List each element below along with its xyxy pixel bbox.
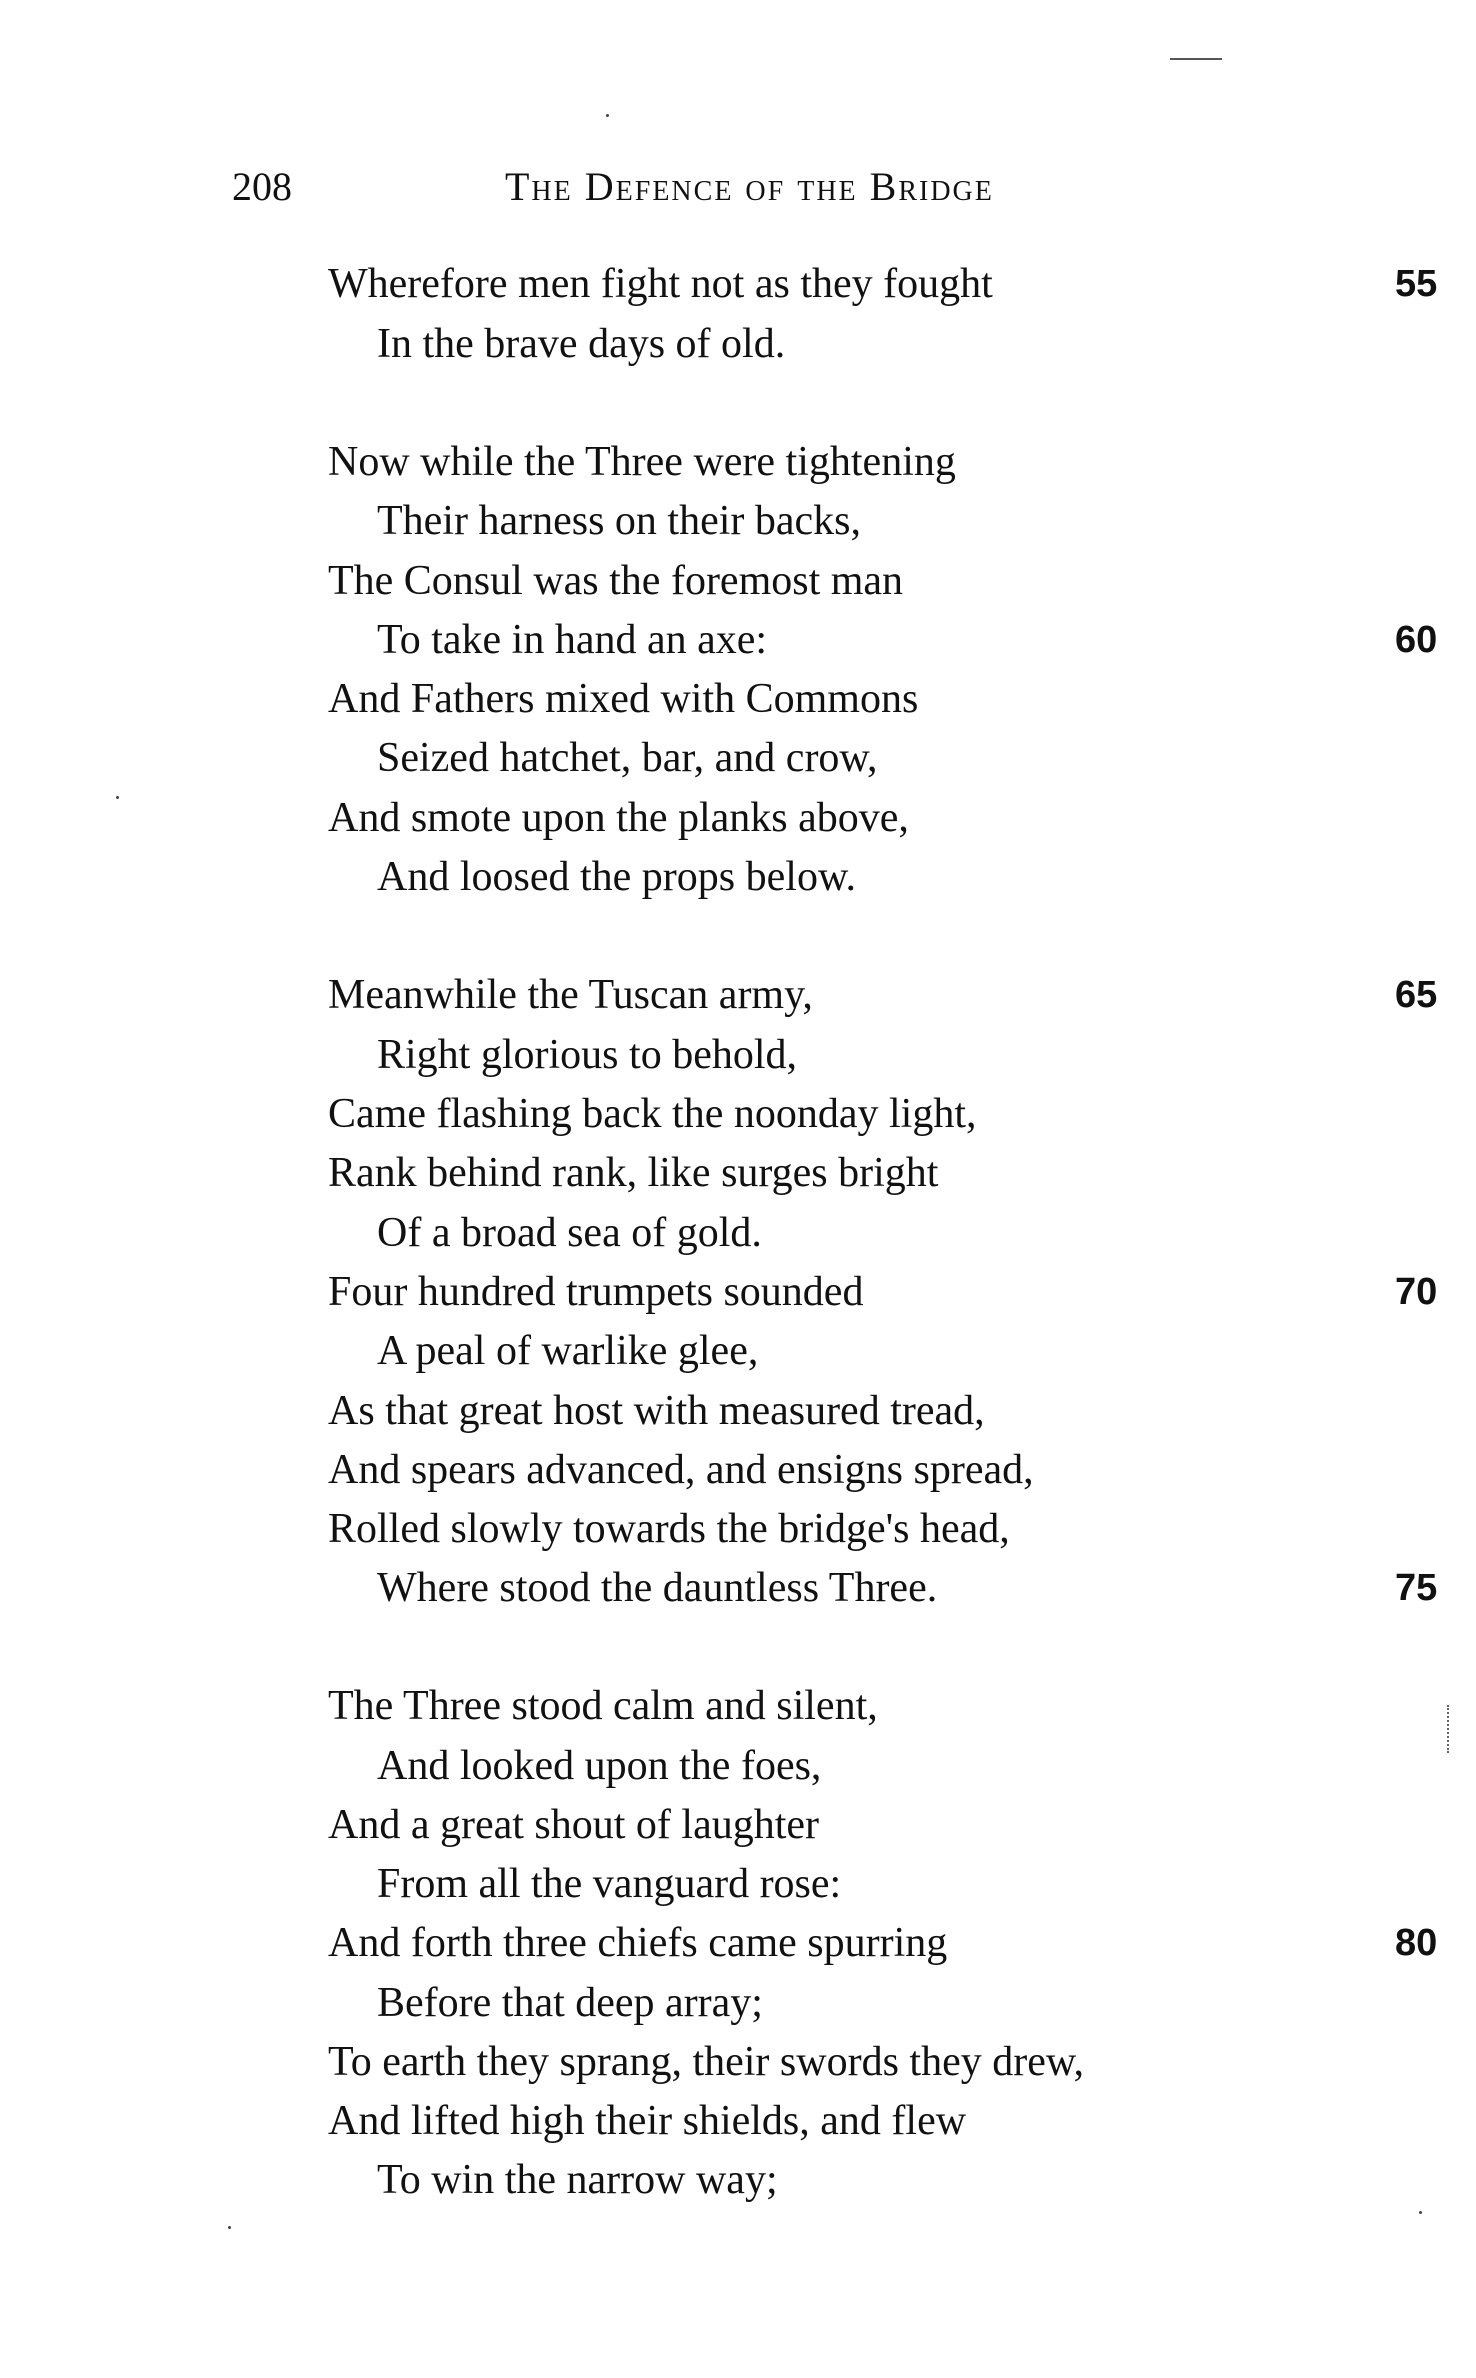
verse-line: Right glorious to behold, [377, 1032, 797, 1078]
line-number: 55 [1395, 263, 1438, 305]
verse-line: Where stood the dauntless Three. [377, 1565, 938, 1611]
verse-line: The Three stood calm and silent, [328, 1683, 878, 1729]
verse-line: And smote upon the planks above, [328, 795, 909, 841]
running-title: The Defence of the Bridge [505, 164, 994, 209]
line-number: 65 [1395, 974, 1438, 1016]
ink-speck [1419, 2211, 1422, 2214]
page-header [0, 162, 1476, 212]
verse-line: And forth three chiefs came spurring [328, 1920, 948, 1966]
line-number: 60 [1395, 619, 1438, 661]
verse-line: Meanwhile the Tuscan army, [328, 972, 813, 1018]
verse-line: In the brave days of old. [377, 321, 786, 367]
verse-line: And a great shout of laughter [328, 1802, 820, 1848]
verse-line: Wherefore men fight not as they fought [328, 261, 993, 307]
verse-line: Seized hatchet, bar, and crow, [377, 735, 878, 781]
margin-mark [1447, 1705, 1451, 1753]
verse-line: And lifted high their shields, and flew [328, 2098, 967, 2144]
verse-line: And Fathers mixed with Commons [328, 676, 919, 722]
verse-line: Before that deep array; [377, 1980, 763, 2026]
verse-line: And loosed the props below. [377, 854, 857, 900]
page-number: 208 [232, 164, 292, 209]
verse-line: Four hundred trumpets sounded [328, 1269, 864, 1315]
verse-line: From all the vanguard rose: [377, 1861, 842, 1907]
verse-line: Now while the Three were tightening [328, 439, 956, 485]
verse-line: The Consul was the foremost man [328, 558, 904, 604]
line-number: 70 [1395, 1271, 1438, 1313]
verse-line: A peal of warlike glee, [377, 1328, 759, 1374]
verse-line: To win the narrow way; [377, 2157, 778, 2203]
verse-line: And spears advanced, and ensigns spread, [328, 1447, 1034, 1493]
verse-line: To earth they sprang, their swords they drew, [328, 2039, 1084, 2085]
ink-speck [116, 796, 119, 799]
top-rule [1170, 58, 1222, 60]
verse-line: And looked upon the foes, [377, 1743, 822, 1789]
verse-line: Rank behind rank, like surges bright [328, 1150, 939, 1196]
ink-speck [228, 2226, 231, 2229]
verse-line: Rolled slowly towards the bridge's head, [328, 1506, 1010, 1552]
verse-line: Came flashing back the noonday light, [328, 1091, 977, 1137]
verse-line: As that great host with measured tread, [328, 1388, 985, 1434]
line-number: 75 [1395, 1567, 1438, 1609]
ink-speck [606, 114, 609, 117]
verse-line: To take in hand an axe: [377, 617, 768, 663]
verse-line: Their harness on their backs, [377, 498, 862, 544]
verse-line: Of a broad sea of gold. [377, 1210, 762, 1256]
line-number: 80 [1395, 1922, 1438, 1964]
